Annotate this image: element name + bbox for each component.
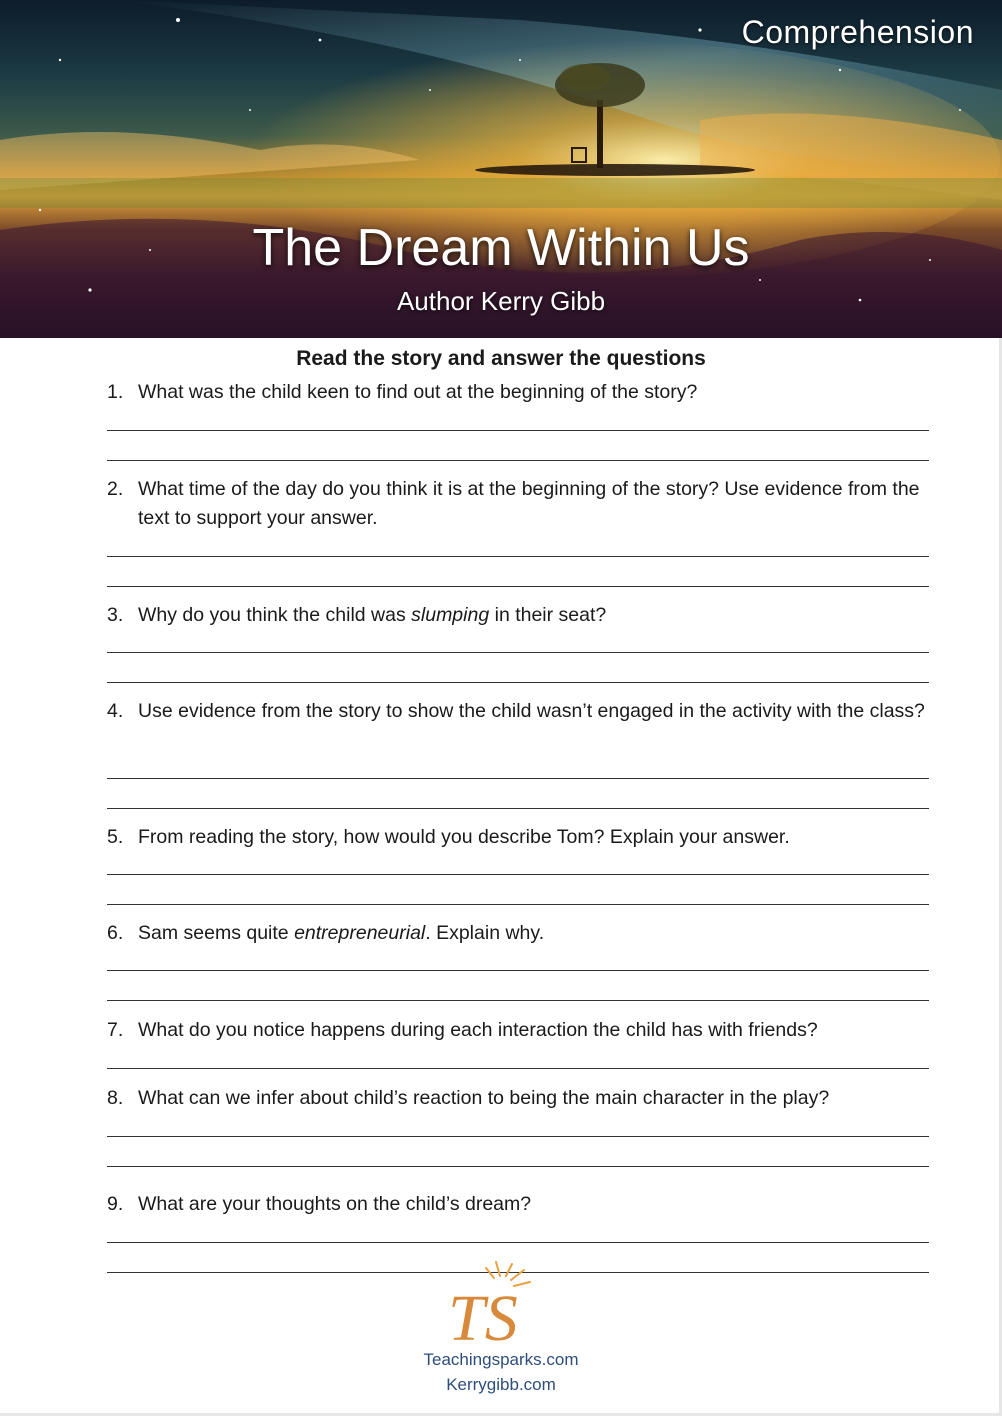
answer-line[interactable]: [107, 970, 929, 971]
answer-line[interactable]: [107, 778, 929, 779]
header-banner: [0, 0, 1002, 338]
emphasized-word: slumping: [411, 604, 490, 626]
question-2: [107, 475, 929, 533]
emphasized-word: entrepreneurial: [294, 922, 426, 944]
question-7: [107, 1016, 929, 1045]
question-number: 7.: [107, 1019, 124, 1041]
question-text: Use evidence from the story to show the child wasn’t engaged in the activity with the class?: [138, 700, 925, 722]
question-text: Sam seems quite entrepreneurial. Explain why.: [138, 922, 545, 944]
logo-lettering: TS: [448, 1282, 518, 1348]
question-9: [107, 1190, 929, 1219]
question-number: 9.: [107, 1193, 124, 1215]
question-text: From reading the story, how would you describe Tom? Explain your answer.: [138, 826, 790, 848]
answer-line[interactable]: [107, 874, 929, 875]
answer-line[interactable]: [107, 682, 929, 683]
question-text: What do you notice happens during each interaction the child has with friends?: [138, 1019, 818, 1041]
banner-label: Comprehension: [741, 14, 974, 50]
footer-link-kerrygibb[interactable]: Kerrygibb.com: [446, 1375, 556, 1394]
question-text: Why do you think the child was slumping in their seat?: [138, 604, 607, 626]
question-number: 5.: [107, 826, 124, 848]
question-5: [107, 823, 929, 852]
question-number: 6.: [107, 922, 124, 944]
answer-line[interactable]: [107, 556, 929, 557]
question-number: 3.: [107, 604, 124, 626]
question-3: [107, 601, 929, 630]
footer-link-teachingsparks[interactable]: Teachingsparks.com: [423, 1350, 579, 1369]
question-text: What are your thoughts on the child’s dream?: [138, 1193, 532, 1215]
question-6: [107, 919, 929, 948]
question-number: 2.: [107, 478, 124, 500]
question-number: 4.: [107, 700, 124, 722]
answer-line[interactable]: [107, 1166, 929, 1167]
question-1: [107, 378, 929, 407]
answer-line[interactable]: [107, 1000, 929, 1001]
question-number: 8.: [107, 1087, 124, 1109]
answer-line[interactable]: [107, 1136, 929, 1137]
question-8: [107, 1084, 929, 1113]
author-credit: Author Kerry Gibb: [396, 286, 606, 316]
answer-line[interactable]: [107, 1068, 929, 1069]
page-title: The Dream Within Us: [252, 219, 750, 277]
question-text: What time of the day do you think it is at the beginning of the story? Use evidence from the text to support your answer.: [138, 478, 920, 529]
answer-line[interactable]: [107, 430, 929, 431]
answer-line[interactable]: [107, 460, 929, 461]
answer-line[interactable]: [107, 1242, 929, 1243]
answer-line[interactable]: [107, 808, 929, 809]
question-4: [107, 697, 929, 726]
question-text: What was the child keen to find out at the beginning of the story?: [138, 381, 698, 403]
answer-line[interactable]: [107, 904, 929, 905]
question-number: 1.: [107, 381, 124, 403]
answer-line[interactable]: [107, 586, 929, 587]
question-text: What can we infer about child’s reaction to being the main character in the play?: [138, 1087, 830, 1109]
answer-line[interactable]: [107, 652, 929, 653]
instructions-heading: Read the story and answer the questions: [296, 347, 706, 370]
teachingsparks-logo: [440, 1258, 560, 1348]
